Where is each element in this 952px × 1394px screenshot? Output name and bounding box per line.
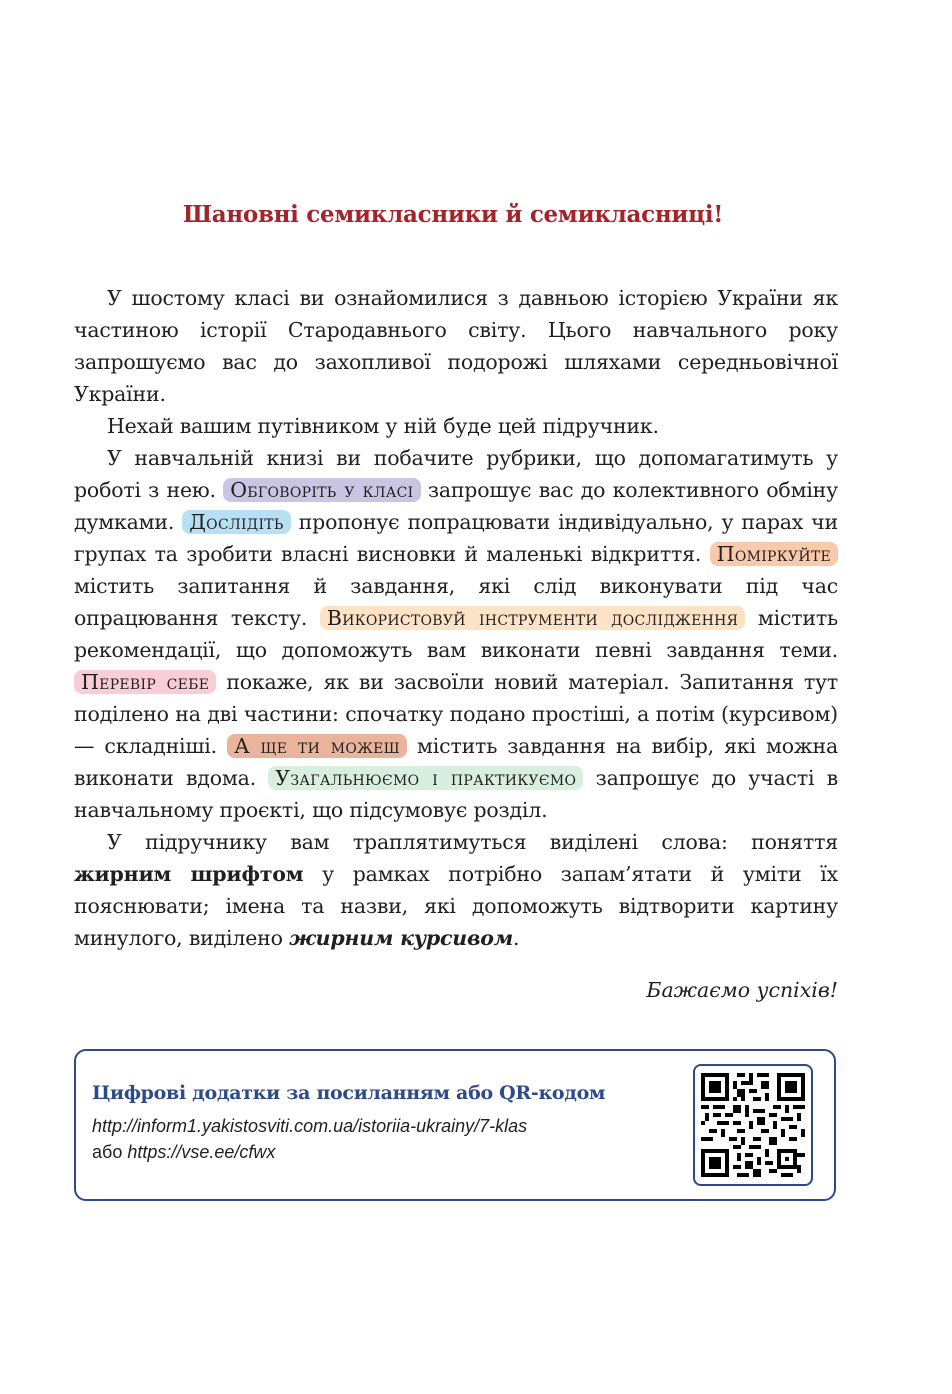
bold-term: жирним шрифтом <box>74 862 304 886</box>
text-segment: пропонує попрацювати індивідуально, у парах чи групах та зробити власні висновки й маленькі відкриття. <box>74 510 838 566</box>
text-segment: містить запитання й завдання, які слід виконувати під час опрацювання тексту. <box>74 574 838 630</box>
text-segment: у рамках потрібно запам’ятати й уміти їх пояснювати; імена та назви, які допоможуть відтворити картину минулого, виділено <box>74 862 838 950</box>
digital-resources-box <box>74 1049 836 1201</box>
paragraph-3 <box>74 442 838 826</box>
text-segment: У навчальній книзі ви побачите рубрики, що допомагатимуть у роботі з нею. <box>74 446 838 502</box>
text-segment: містить рекомендації, що допоможуть вам виконати певні завдання теми. <box>74 606 838 662</box>
page-title: Шановні семикласники й семикласниці! <box>182 201 724 228</box>
qr-code-frame[interactable] <box>693 1064 813 1186</box>
rubric-more-badge: А ще ти можеш <box>227 734 407 758</box>
bold-italic-term: жирним курсивом <box>289 926 514 950</box>
resource-link-2[interactable]: https://vse.ee/cfwx <box>127 1142 276 1162</box>
resource-link-1[interactable]: http://inform1.yakistosviti.com.ua/istoriia-ukrainy/7-klas <box>92 1116 528 1136</box>
qr-code-icon <box>701 1073 805 1177</box>
paragraph-2: Нехай вашим путівником у ній буде цей підручник. <box>107 414 659 438</box>
rubric-research-badge: Дослідіть <box>182 510 290 534</box>
text-segment: покаже, як ви засвоїли новий матеріал. Запитання тут поділено на дві частини: спочатку подано простіші, а потім (курсивом) — складніші. <box>74 670 838 758</box>
paragraph-1: У шостому класі ви ознайомилися з давньою історією України як частиною історії Стародавнього світу. Цього навчального року запрошуємо вас до захопливої подорожі шляхами середньовічної України. <box>74 286 838 406</box>
paragraph-4 <box>74 826 838 954</box>
text-segment: У підручнику вам траплятимуться виділені слова: поняття <box>107 830 838 854</box>
text-segment: . <box>513 926 520 950</box>
rubric-tools-badge: Використовуй інструменти дослідження <box>320 606 745 630</box>
rubric-check-badge: Перевір себе <box>74 670 216 694</box>
closing-wish: Бажаємо успіхів! <box>646 978 838 1002</box>
rubric-summary-badge: Узагальнюємо і практикуємо <box>268 766 583 790</box>
text-segment: запрошує вас до колективного обміну думками. <box>74 478 838 534</box>
or-label: або <box>92 1142 128 1162</box>
rubric-think-badge: Поміркуйте <box>710 542 838 566</box>
digital-resources-title: Цифрові додатки за посиланням або QR-кодом <box>92 1082 606 1104</box>
text-segment: запрошує до участі в навчальному проєкті, що підсумовує розділ. <box>74 766 838 822</box>
digital-link-line <box>92 1142 275 1163</box>
digital-link-line <box>92 1116 527 1137</box>
intro-text <box>74 282 838 954</box>
rubric-discuss-badge: Обговоріть у класі <box>223 478 420 502</box>
text-segment: містить завдання на вибір, які можна виконати вдома. <box>74 734 838 790</box>
